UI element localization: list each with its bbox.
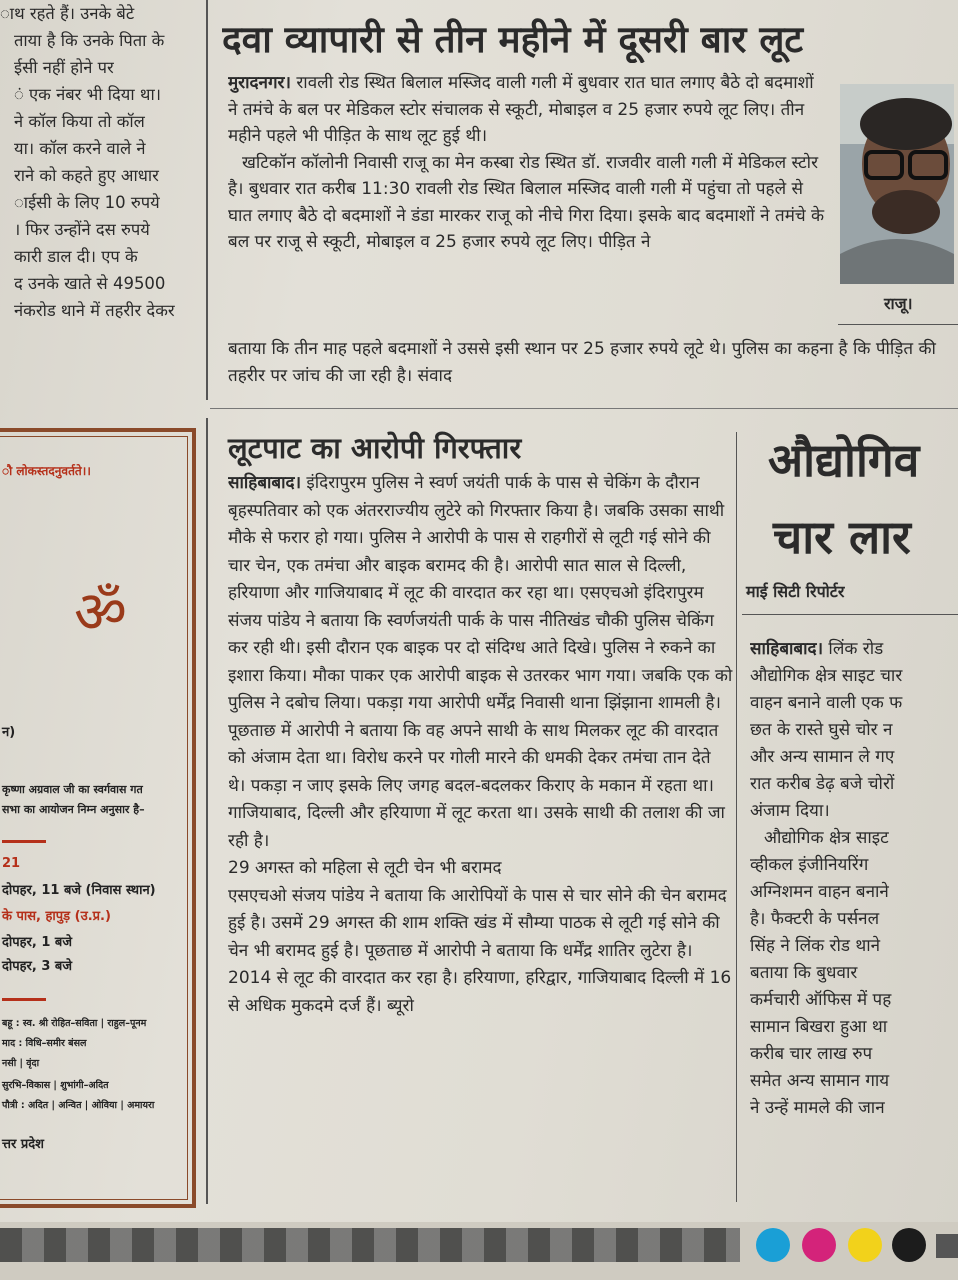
obit-family-2: माद : विधि–समीर बंसल xyxy=(2,1038,87,1049)
obit-family-4: सुरभि–विकास | शुभांगी–अदित xyxy=(2,1080,109,1091)
obit-state: त्तर प्रदेश xyxy=(2,1137,44,1152)
story1-dateline: मुरादनगर। xyxy=(228,73,291,93)
obit-intro-2: सभा का आयोजन निम्न अनुसार है– xyxy=(2,803,145,816)
section-divider xyxy=(210,408,958,409)
gray-registration-bar xyxy=(0,1228,740,1262)
obit-ornament xyxy=(2,840,46,843)
left-line: ं एक नंबर भी दिया था। xyxy=(14,85,161,104)
raju-photo xyxy=(840,84,954,284)
column-divider xyxy=(206,0,208,400)
story1-tail xyxy=(228,310,953,396)
story1-para2-tail: बताया कि तीन माह पहले बदमाशों ने उससे इसी स्थान पर 25 हजार रुपये लूटे थे। पुलिस का कहना है कि पीड़ित की तहरीर पर जांच की जा रही है। संवाद xyxy=(228,339,936,386)
story3-line: है। फैक्टरी के पर्सनल xyxy=(750,909,880,929)
caption-rule xyxy=(838,324,958,325)
byline-rule xyxy=(742,614,958,615)
left-line: द उनके खाते से 49500 xyxy=(14,274,166,293)
story3-line xyxy=(750,636,958,663)
obit-family-1: बहू : स्व. श्री रोहित–सविता | राहुल–पूनम xyxy=(2,1018,147,1029)
story3-line: रात करीब डेढ़ बजे चोरों xyxy=(750,774,895,794)
story3-line: व्हीकल इंजीनियरिंग xyxy=(750,855,869,875)
obit-family-5: पौत्री : अदित | अन्वित | ओविया | अमायरा xyxy=(2,1100,155,1111)
photo-caption: राजू। xyxy=(884,294,913,313)
obit-paren: न) xyxy=(2,725,16,740)
portrait-image xyxy=(840,84,954,284)
obituary-box xyxy=(0,428,196,1208)
left-line: या। कॉल करने वाले ने xyxy=(14,139,146,158)
story3-line: करीब चार लाख रुप xyxy=(750,1044,873,1064)
story1-headline: दवा व्यापारी से तीन महीने में दूसरी बार लूट xyxy=(222,18,804,61)
obit-date: 21 xyxy=(2,856,21,871)
story3-headline-line2: चार लार xyxy=(773,510,911,564)
left-column-story xyxy=(0,0,200,378)
story3-line-text: लिंक रोड xyxy=(828,639,884,659)
obit-ornament xyxy=(2,998,46,1001)
left-line: । फिर उन्होंने दस रुपये xyxy=(14,220,150,239)
left-line: ताया है कि उनके पिता के xyxy=(14,31,165,50)
story1-para2: खटिकॉन कॉलोनी निवासी राजू का मेन कस्बा रोड स्थित डॉ. राजवीर वाली गली में मेडिकल स्टोर है। बुधवार रात करीब 11:30 रावली रोड स्थित बिलाल मस्जिद वाली गली में पहुंचा तो पहले से घात लगाए बैठे दो बदमाशों ने डंडा मारकर राजू को नीचे गिरा दिया। इसके बाद बदमाशों ने तमंचे के बल पर राजू से स्कूटी, मोबाइल व 25 हजार रुपये लूट लिए। पीड़ित ने xyxy=(228,152,825,252)
left-line: राने को कहते हुए आधार xyxy=(14,166,159,185)
story2-para2: एसएचओ संजय पांडेय ने बताया कि आरोपियों के पास से चार सोने की चेन बरामद हुई है। उसमें 29 अगस्त की शाम शक्ति खंड में सौम्या पाठक से लूटी गई सोने की चेन भी बरामद हुई है। पूछताछ में आरोपी ने बताया कि धर्मेंद्र शातिर लुटेरा है। 2014 से लूट की वारदात कर रहा है। हरियाणा, हरिद्वार, गाजियाबाद दिल्ली में 16 से अधिक मुकदमे दर्ज हैं। ब्यूरो xyxy=(228,885,732,1016)
story3-line: छत के रास्ते घुसे चोर न xyxy=(750,720,893,740)
story3-body xyxy=(750,636,958,1202)
yellow-registration-dot xyxy=(848,1228,882,1262)
magenta-registration-dot xyxy=(802,1228,836,1262)
story2-dateline: साहिबाबाद। xyxy=(228,473,302,493)
left-line: नंकरोड थाने में तहरीर देकर xyxy=(14,301,175,320)
left-line: ाईसी के लिए 10 रुपये xyxy=(14,193,160,212)
column-divider xyxy=(736,432,737,1202)
black-registration-dot xyxy=(892,1228,926,1262)
story2-subhead: 29 अगस्त को महिला से लूटी चेन भी बरामद xyxy=(228,858,502,878)
obit-place: के पास, हापुड़ (उ.प्र.) xyxy=(2,909,111,924)
story3-dateline: साहिबाबाद। xyxy=(750,639,824,659)
cyan-registration-dot xyxy=(756,1228,790,1262)
story3-line: अग्निशमन वाहन बनाने xyxy=(750,882,889,902)
om-symbol: ॐ xyxy=(74,578,127,646)
obit-top-line: ौ लोकस्तदनुवर्तते।। xyxy=(2,464,91,478)
story3-byline: माई सिटी रिपोर्टर xyxy=(746,582,845,601)
left-line: कारी डाल दी। एप के xyxy=(14,247,138,266)
story1-para1 xyxy=(228,70,828,150)
story3-line: ने उन्हें मामले की जान xyxy=(750,1098,885,1118)
left-line: ईसी नहीं होने पर xyxy=(14,58,114,77)
gray-registration-block xyxy=(936,1234,958,1258)
obit-time-2: दोपहर, 1 बजे xyxy=(2,935,72,950)
obit-family-3: नसी | वृंदा xyxy=(2,1058,40,1069)
story3-line: कर्मचारी ऑफिस में पह xyxy=(750,990,892,1010)
obit-time-1: दोपहर, 11 बजे (निवास स्थान) xyxy=(2,883,156,898)
story3-headline-line1: औद्योगिव xyxy=(768,433,920,487)
left-line: ाथ रहते हैं। उनके बेटे xyxy=(0,4,135,23)
story3-line: बताया कि बुधवार xyxy=(750,963,858,983)
story1-para1-text: रावली रोड स्थित बिलाल मस्जिद वाली गली में बुधवार रात घात लगाए बैठे दो बदमाशों ने तमंचे के बल पर मेडिकल स्टोर संचालक से स्कूटी, मोबाइल व 25 हजार रुपये लूट लिए। तीन महीने पहले भी पीड़ित के साथ लूट हुई थी। xyxy=(228,73,814,146)
story3-line: औद्योगिक क्षेत्र साइट चार xyxy=(750,666,903,686)
story3-line: सामान बिखरा हुआ था xyxy=(750,1017,888,1037)
obit-intro-1: कृष्णा अग्रवाल जी का स्वर्गवास गत xyxy=(2,783,143,796)
story2-headline: लूटपाट का आरोपी गिरफ्तार xyxy=(228,431,522,465)
story3-line: वाहन बनाने वाली एक फ xyxy=(750,693,903,713)
story2-para1-text: इंदिरापुरम पुलिस ने स्वर्ण जयंती पार्क के पास से चेकिंग के दौरान बृहस्पतिवार को एक अंतरराज्यीय लुटेरे को गिरफ्तार किया है। जबकि उसका साथी मौके से फरार हो गया। पुलिस ने आरोपी के पास से राहगीरों से लूटी गई सोने की चार चेन, एक तमंचा और बाइक बरामद की है। आरोपी सात साल से दिल्ली, हरियाणा और गाजियाबाद में लूट की वारदात कर रहा था। एसएचओ इंदिरापुरम संजय पांडेय ने बताया कि स्वर्णजयंती पार्क के पास नीतिखंड चौकी पुलिस चेकिंग कर रही थी। इसी दौरान एक बाइक पर दो संदिग्ध आते दिखे। पुलिस ने रुकने का इशारा किया। मौका पाकर एक आरोपी बाइक से उतरकर भाग गया। जबकि एक को पुलिस ने दबोच लिया। पकड़ा गया आरोपी धर्मेंद्र निवासी थाना झिंझाना शामली है। पूछताछ में आरोपी ने बताया कि वह अपने साथी के साथ मिलकर लूट की वारदात को अंजाम देता था। विरोध करने पर गोली मारने की धमकी देकर तमंचा तान देते थे। पकड़ा न जाए इसके लिए जगह बदल-बदलकर किराए के मकान में रहता था। गाजियाबाद, दिल्ली और हरियाणा में लूट करता था। उसके साथी की तलाश की जा रही है। xyxy=(228,473,733,851)
left-line: ने कॉल किया तो कॉल xyxy=(14,112,145,131)
story3-line: औद्योगिक क्षेत्र साइट xyxy=(764,828,889,848)
story3-line: समेत अन्य सामान गाय xyxy=(750,1071,890,1091)
story2-para1 xyxy=(228,470,733,855)
obit-time-3: दोपहर, 3 बजे xyxy=(2,959,72,974)
story3-line: और अन्य सामान ले गए xyxy=(750,747,895,767)
story1-body xyxy=(228,70,828,325)
story3-line: अंजाम दिया। xyxy=(750,801,830,821)
column-divider xyxy=(206,418,208,1204)
story3-line: सिंह ने लिंक रोड थाने xyxy=(750,936,881,956)
story2-body xyxy=(228,470,733,1190)
